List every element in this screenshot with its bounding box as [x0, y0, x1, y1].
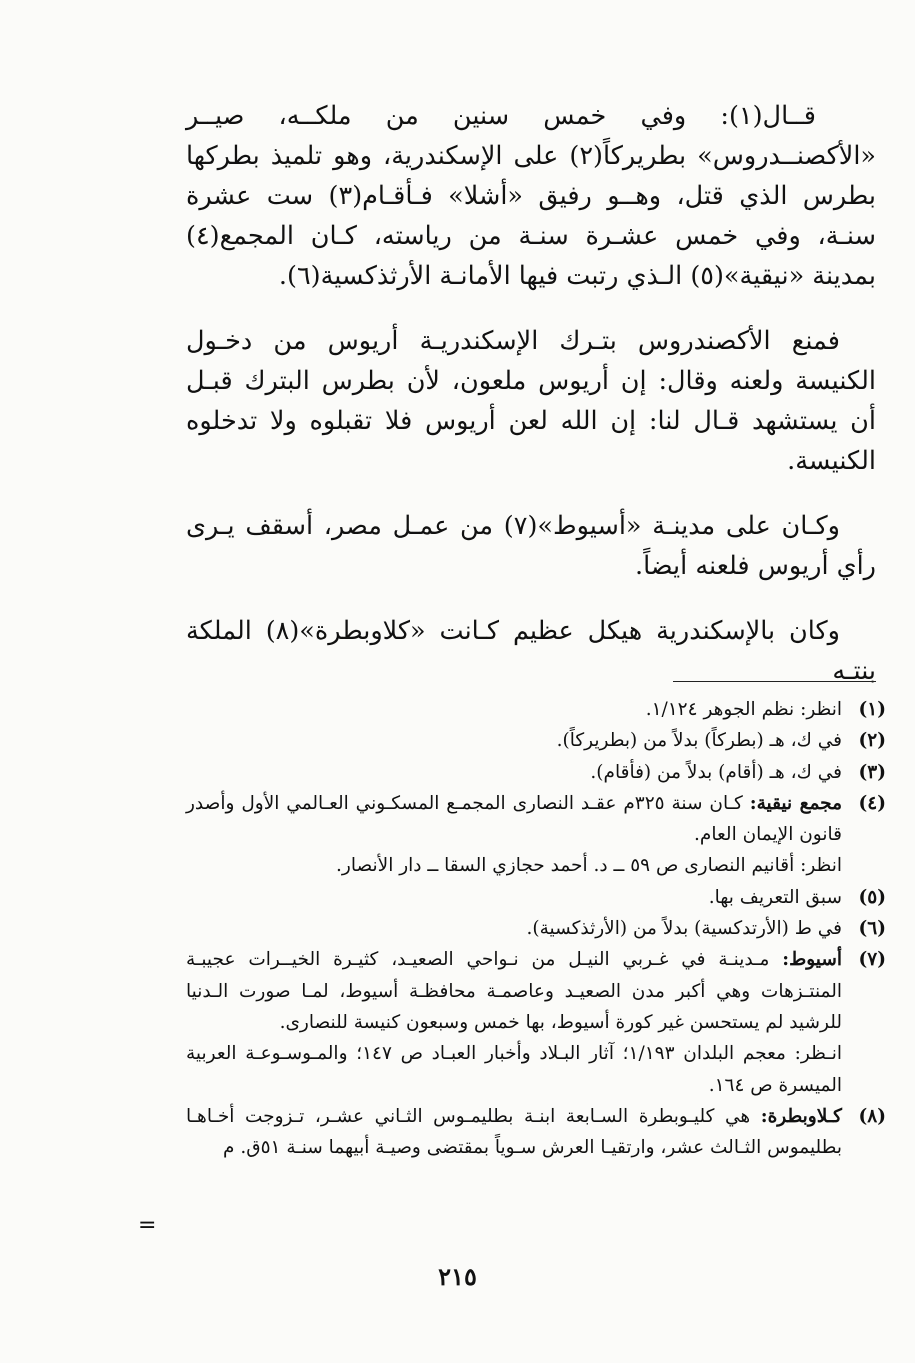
footnote-text: انظر: نظم الجوهر ١/١٢٤.: [645, 699, 842, 720]
paragraph-1: قــال(١): وفي خمس سنين من ملكــه، صيــر «الأكصنــدروس» بطريركاً(٢) على الإسكندرية، وهو تلميذ بطركها بطرس الذي قتل، وهــو رفيق «أشلا» فـأقـام(٣) ست عشرة سنـة، وفي خمس عشـرة سنـة من رياسته، كـان المجمع(٤) بمدينة «نيقية»(٥) الـذي رتبت فيها الأمانـة الأرثذكسية(٦).: [186, 101, 877, 291]
footnote-number: (٢): [858, 730, 886, 752]
footnote-number: (٧): [858, 949, 886, 971]
footnote-text: أسيوط: مـدينـة في غـربي النيـل من نـواحي الصعيـد، كثيـرة الخيــرات عجيبـة المنتـزهات وهي أكبر مدن الصعيـد وعاصمـة محافظـة أسيوط، لمـا صورت الـدنيا للرشيد لم يستحسن غير كورة أسيوط، بها خمس وسبعون كنيسة للنصارى. انـظر: معجم البلدان ١/١٩٣؛ آثار البـلاد وأخبار العبـاد ص ١٤٧؛ والمـوسـوعـة العربية الميسرة ص ١٦٤.: [186, 944, 842, 1100]
page-number: ٢١٥: [438, 1262, 477, 1291]
footnote-text: في ك، هـ (أقام) بدلاً من (فأقام).: [590, 761, 842, 783]
footnote-text: مجمع نيقية: كـان سنة ٣٢٥م عقـد النصارى المجمـع المسكـوني العـالمي الأول وأصدر قانون الإيمان العام. انظر: أقانيم النصارى ص ٥٩ ــ د. أحمد حجازي السقا ــ دار الأنصار.: [186, 788, 842, 882]
footnote-8: [186, 1101, 886, 1164]
footnote-number: (٦): [858, 918, 886, 940]
footnote-text: في ك، هـ (بطركاً) بدلاً من (بطريركاً).: [556, 730, 842, 752]
footnote-3: [186, 757, 886, 788]
footnote-text: في ط (الأرتدكسية) بدلاً من (الأرثذكسية).: [526, 918, 842, 940]
footnote-1: [186, 694, 886, 725]
footnote-keyword: كـلاوبطرة:: [760, 1105, 842, 1127]
footnote-number: (٨): [858, 1105, 886, 1127]
footnote-5: [186, 882, 886, 913]
footnote-7: [186, 944, 886, 1100]
footnote-reference: انظر: أقانيم النصارى ص ٥٩ ــ د. أحمد حجازي السقا ــ دار الأنصار.: [336, 855, 842, 877]
footnote-6: [186, 913, 886, 944]
footnote-number: (٤): [858, 792, 886, 814]
paragraph-2: فمنع الأكصندروس بتـرك الإسكندريـة أريوس من دخـول الكنيسة ولعنه وقال: إن أريوس ملعون، لأن بطرس البترك قبـل أن يستشهد قـال لنا: إن الله لعن أريوس فلا تقبلوه ولا تدخلوه الكنيسة.: [186, 326, 876, 476]
footnote-number: (٣): [858, 761, 886, 783]
continuation-mark: =: [138, 1213, 157, 1238]
footnote-text: كـلاوبطرة: هي كليـوبطرة السـابعة ابنـة بطليمـوس الثـاني عشـر، تـزوجت أخـاهـا بطليموس الثـالث عشر، وارتقيـا العرش سـوياً بمقتضى وصيـة أبيهما سنـة ٥١ق. م: [186, 1105, 842, 1159]
paragraph-3: وكـان على مدينـة «أسيوط»(٧) من عمـل مصر، أسقف يـرى رأي أريوس فلعنه أيضاً.: [186, 511, 876, 581]
footnote-4: [186, 788, 886, 882]
footnote-divider: [673, 681, 876, 682]
footnote-keyword: أسيوط:: [782, 949, 842, 971]
paragraph-4: وكان بالإسكندرية هيكل عظيم كـانت «كلاوبطرة»(٨) الملكة بنتـه: [186, 616, 876, 686]
footnote-number: (١): [858, 699, 886, 720]
footnote-reference: انـظر: معجم البلدان ١/١٩٣؛ آثار البـلاد وأخبار العبـاد ص ١٤٧؛ والمـوسـوعـة العربية الميسرة ص ١٦٤.: [186, 1043, 842, 1096]
footnotes: [186, 694, 886, 1163]
footnote-text: سبق التعريف بها.: [708, 886, 842, 908]
footnote-keyword: مجمع نيقية:: [749, 792, 842, 814]
footnote-number: (٥): [858, 886, 886, 908]
footnote-2: [186, 725, 886, 756]
main-text: [186, 96, 876, 716]
